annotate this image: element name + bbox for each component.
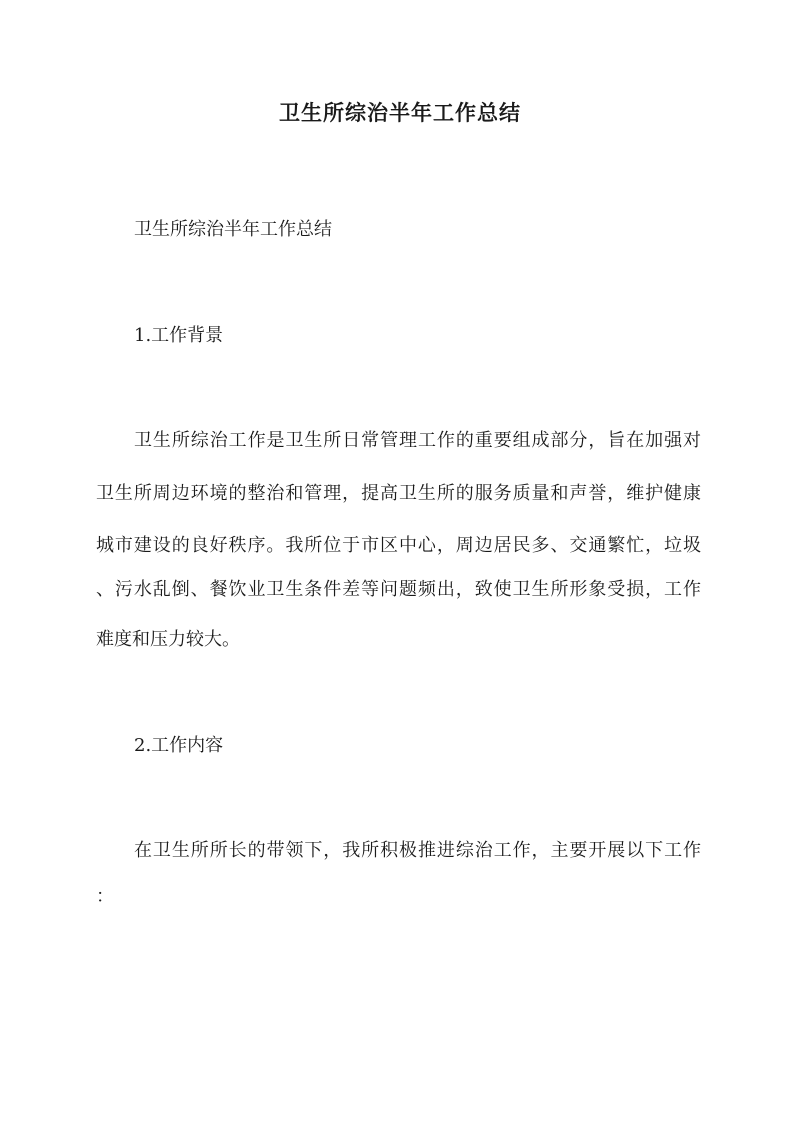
paragraph-line: 、污水乱倒、餐饮业卫生条件差等问题频出，致使卫生所形象受损，工作 [96, 579, 701, 600]
document-title: 卫生所综治半年工作总结 [279, 100, 521, 125]
paragraph-line: 卫生所综治工作是卫生所日常管理工作的重要组成部分，旨在加强对 [134, 430, 701, 451]
document-subtitle: 卫生所综治半年工作总结 [134, 219, 332, 240]
paragraph-line: 难度和压力较大。 [96, 629, 240, 650]
paragraph-line: 在卫生所所长的带领下，我所积极推进综治工作，主要开展以下工作 [134, 840, 701, 861]
paragraph-line: 卫生所周边环境的整治和管理，提高卫生所的服务质量和声誉，维护健康 [96, 483, 701, 504]
section-heading-content: 2.工作内容 [134, 735, 224, 756]
section-heading-background: 1.工作背景 [134, 325, 224, 346]
paragraph-line: 城市建设的良好秩序。我所位于市区中心，周边居民多、交通繁忙，垃圾 [96, 535, 701, 556]
paragraph-line: ： [96, 886, 114, 907]
